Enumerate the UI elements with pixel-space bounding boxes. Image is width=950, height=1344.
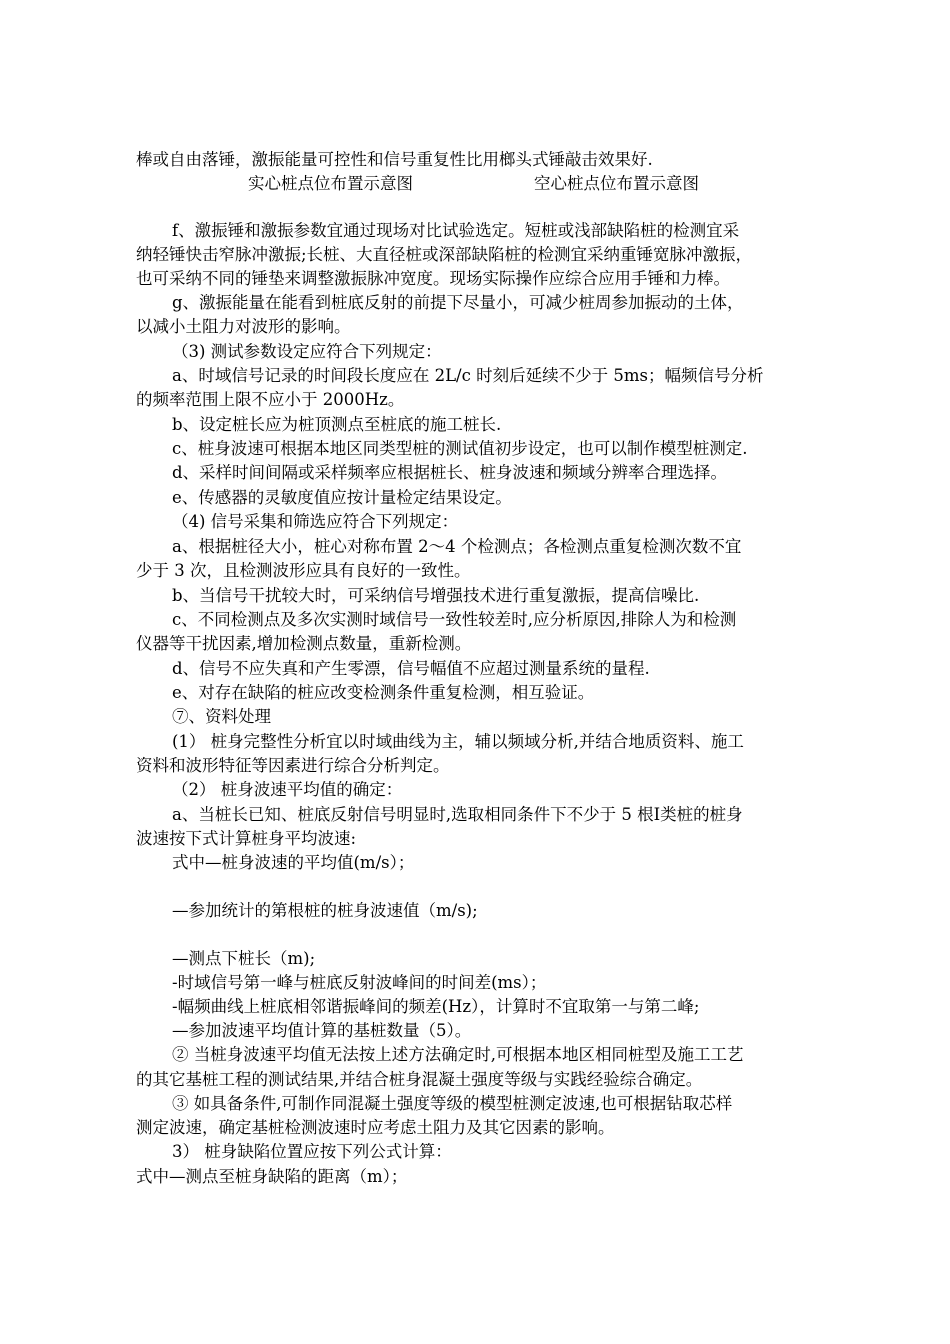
text-line: g、激振能量在能看到桩底反射的前提下尽量小，可减少桩周参加振动的土体， — [172, 293, 744, 312]
text-line: b、当信号干扰较大时，可采纳信号增强技术进行重复激振，提高信噪比. — [172, 586, 700, 605]
text-line: d、信号不应失真和产生零漂，信号幅值不应超过测量系统的量程. — [172, 659, 650, 678]
text-line: -幅频曲线上桩底相邻谐振峰间的频差(Hz），计算时不宜取第一与第二峰; — [172, 997, 700, 1016]
section-heading: （3) 测试参数设定应符合下列规定： — [172, 342, 442, 361]
text-line: 的频率范围上限不应小于 2000Hz。 — [136, 390, 405, 409]
text-line: e、对存在缺陷的桩应改变检测条件重复检测，相互验证。 — [172, 683, 595, 702]
text-line: 式中—桩身波速的平均值(m/s）； — [172, 853, 415, 872]
text-line: a、时域信号记录的时间段长度应在 2L/c 时刻后延续不少于 5ms；幅频信号分析 — [172, 366, 764, 385]
hollow-pile-caption: 空心桩点位布置示意图 — [534, 174, 699, 193]
text-line: ③ 如具备条件,可制作同混凝土强度等级的模型桩测定波速,也可根据钻取芯样 — [172, 1094, 733, 1113]
text-line: f、激振锤和激振参数宜通过现场对比试验选定。短桩或浅部缺陷桩的检测宜采 — [172, 221, 740, 240]
text-line: 波速按下式计算桩身平均波速: — [136, 829, 357, 848]
text-line: 以减小土阻力对波形的影响。 — [136, 317, 351, 336]
text-line: a、当桩长已知、桩底反射信号明显时,选取相同条件下不少于 5 根Ⅰ类桩的桩身 — [172, 805, 743, 824]
text-line: 也可采纳不同的锤垫来调整激振脉冲宽度。现场实际操作应综合应用手锤和力棒。 — [136, 269, 730, 288]
text-line: d、采样时间间隔或采样频率应根据桩长、桩身波速和频域分辨率合理选择。 — [172, 463, 728, 482]
text-line: e、传感器的灵敏度值应按计量检定结果设定。 — [172, 488, 512, 507]
text-line: 式中—测点至桩身缺陷的距离（m）； — [136, 1167, 408, 1186]
figure-captions — [0, 172, 950, 196]
text-line: (1） 桩身完整性分析宜以时域曲线为主，辅以频域分析,并结合地质资料、施工 — [172, 732, 744, 751]
text-line: —参加波速平均值计算的基桩数量（5）。 — [172, 1021, 472, 1040]
text-line: -时域信号第一峰与桩底反射波峰间的时间差(ms）； — [172, 973, 547, 992]
section-heading: 3） 桩身缺陷位置应按下列公式计算： — [172, 1142, 452, 1161]
text-line: 的其它基桩工程的测试结果,并结合桩身混凝土强度等级与实践经验综合确定。 — [136, 1070, 703, 1089]
text-line: a、根据桩径大小，桩心对称布置 2～4 个检测点；各检测点重复检测次数不宜 — [172, 537, 742, 556]
solid-pile-caption: 实心桩点位布置示意图 — [248, 174, 413, 193]
text-line: ② 当桩身波速平均值无法按上述方法确定时,可根据本地区相同桩型及施工工艺 — [172, 1045, 744, 1064]
text-line: —参加统计的第根桩的桩身波速值（m/s); — [172, 901, 478, 920]
text-line: 仪器等干扰因素,增加检测点数量，重新检测。 — [136, 634, 472, 653]
text-line: 纳轻锤快击窄脉冲激振;长桩、大直径桩或深部缺陷桩的检测宜采纳重锤宽脉冲激振， — [136, 245, 753, 264]
text-line: 棒或自由落锤，激振能量可控性和信号重复性比用榔头式锤敲击效果好. — [136, 150, 653, 169]
section-heading: （2） 桩身波速平均值的确定： — [172, 780, 403, 799]
text-line: c、不同检测点及多次实测时域信号一致性较差时,应分析原因,排除人为和检测 — [172, 610, 737, 629]
text-line: —测点下桩长（m); — [172, 949, 316, 968]
text-line: c、桩身波速可根据本地区同类型桩的测试值初步设定，也可以制作模型桩测定. — [172, 439, 748, 458]
section-heading: （4) 信号采集和筛选应符合下列规定： — [172, 512, 459, 531]
text-line: 少于 3 次，且检测波形应具有良好的一致性。 — [136, 561, 471, 580]
section-heading: ⑦、资料处理 — [172, 707, 271, 726]
text-line: 资料和波形特征等因素进行综合分析判定。 — [136, 756, 450, 775]
text-line: b、设定桩长应为桩顶测点至桩底的施工桩长. — [172, 415, 502, 434]
text-line: 测定波速，确定基桩检测波速时应考虑土阻力及其它因素的影响。 — [136, 1118, 615, 1137]
